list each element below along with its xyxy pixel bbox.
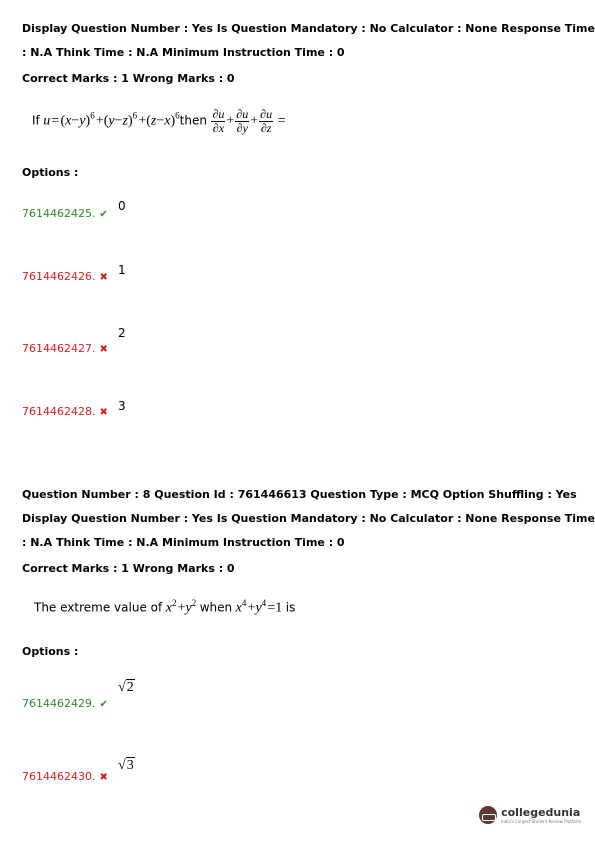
radicand: 3 — [126, 758, 134, 773]
logo-name: collegedunia — [501, 806, 581, 819]
mascot-icon — [479, 806, 497, 824]
option-7614462428[interactable] — [22, 405, 108, 418]
q8-marks: Correct Marks : 1 Wrong Marks : 0 — [22, 562, 235, 575]
option-id: 7614462425. — [22, 207, 96, 220]
q7-question-then: then — [179, 113, 207, 128]
option-id: 7614462426. — [22, 270, 96, 283]
q7-options-label: Options : — [22, 166, 79, 179]
option-7614462425[interactable] — [22, 207, 108, 220]
cross-icon: ✖ — [99, 772, 108, 783]
option-value: 2 — [118, 326, 126, 340]
q8-question: The extreme value of $x^2$ $+y^2$ when $x^4$ $+y^4$ =1 is — [34, 598, 296, 616]
q8-options-label: Options : — [22, 645, 79, 658]
option-id: 7614462428. — [22, 405, 96, 418]
logo-tagline: India's Largest Student Review Platform — [501, 819, 581, 824]
collegedunia-logo — [479, 806, 581, 824]
option-id: 7614462427. — [22, 342, 96, 355]
q7-meta-line2: : N.A Think Time : N.A Minimum Instruction Time : 0 — [22, 46, 345, 59]
option-value: 0 — [118, 199, 126, 213]
option-7614462430[interactable] — [22, 770, 108, 783]
option-id: 7614462430. — [22, 770, 96, 783]
q7-question: If u = $(x-y)^6$ $+(y-z)^6$ $+(z-x)^6then$ $\frac{\partial u}{\partial x}$ + $\frac{\partial u}{\partial y}$ + $\frac{\partial u}{\partial z}$ = — [32, 107, 286, 135]
radicand: 2 — [126, 680, 134, 695]
q7-meta-line1: Display Question Number : Yes Is Question Mandatory : No Calculator : None Response Time — [22, 22, 595, 35]
option-value: 3 — [118, 399, 126, 413]
option-value: √2 — [118, 680, 134, 695]
option-value: √3 — [118, 758, 134, 773]
q8-meta-line2: Display Question Number : Yes Is Question Mandatory : No Calculator : None Response Time — [22, 512, 595, 525]
q7-marks: Correct Marks : 1 Wrong Marks : 0 — [22, 72, 235, 85]
q8-question-is: is — [285, 600, 296, 615]
cross-icon: ✖ — [99, 344, 108, 355]
option-7614462429[interactable] — [22, 697, 108, 710]
option-id: 7614462429. — [22, 697, 96, 710]
option-7614462427[interactable] — [22, 342, 108, 355]
option-7614462426[interactable] — [22, 270, 108, 283]
check-icon: ✔ — [99, 699, 108, 710]
q7-question-prefix: If — [32, 113, 40, 128]
check-icon: ✔ — [99, 209, 108, 220]
q8-question-when: when — [199, 600, 233, 615]
q8-meta-line1: Question Number : 8 Question Id : 761446613 Question Type : MCQ Option Shuffling : Yes — [22, 488, 577, 501]
option-value: 1 — [118, 263, 126, 277]
q8-meta-line3: : N.A Think Time : N.A Minimum Instruction Time : 0 — [22, 536, 345, 549]
cross-icon: ✖ — [99, 407, 108, 418]
cross-icon: ✖ — [99, 272, 108, 283]
q8-question-prefix: The extreme value of — [34, 600, 163, 615]
